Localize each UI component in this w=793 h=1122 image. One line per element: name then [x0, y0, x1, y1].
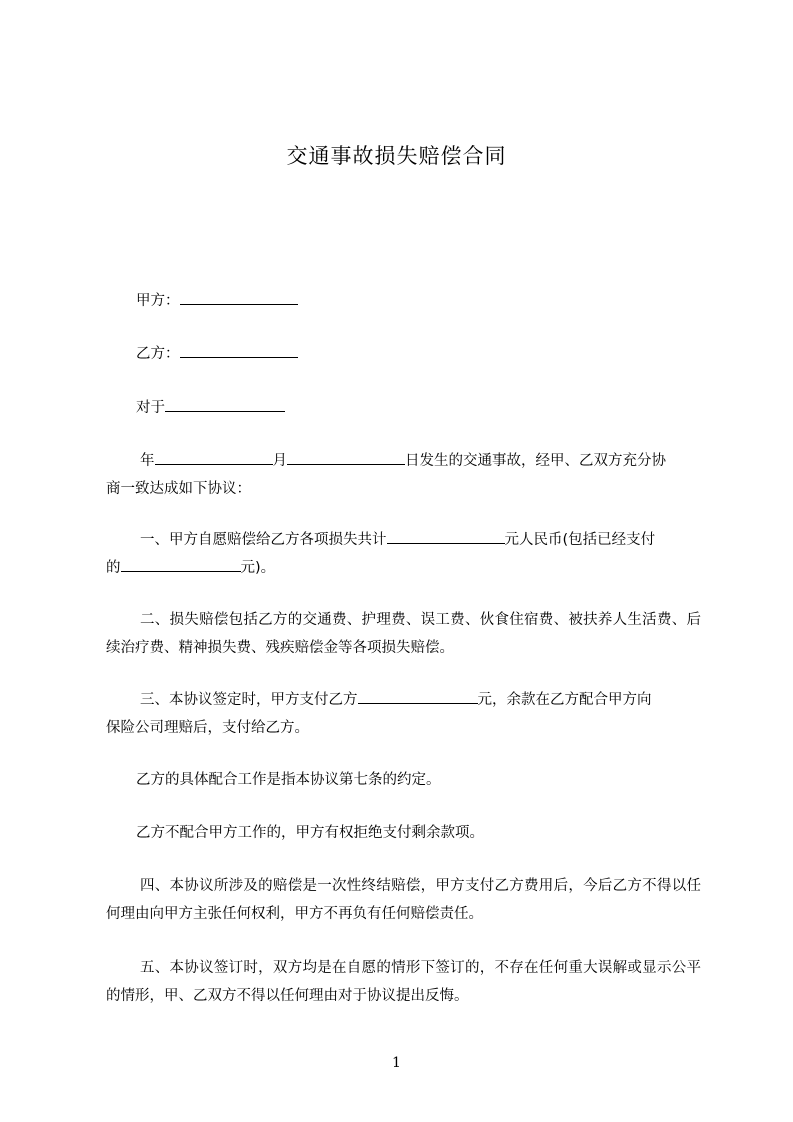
- initial-payment-blank: [358, 689, 478, 704]
- intro-line: [106, 447, 740, 475]
- regarding-blank: [165, 397, 285, 412]
- party-a-blank: [180, 290, 298, 305]
- party-a-label: 甲方：: [136, 293, 180, 309]
- document-title: 交通事故损失赔偿合同: [286, 144, 507, 168]
- date-year-label: 年: [140, 453, 155, 469]
- clause-3-text-b: 元，余款在乙方配合甲方向: [477, 692, 652, 708]
- page-number: 1: [392, 1055, 401, 1071]
- clause-1-text-b: 元人民币(包括已经支付: [504, 532, 656, 548]
- clause-3-text-a: 三、本协议签定时，甲方支付乙方: [140, 692, 358, 708]
- clause-4: 四、本协议所涉及的赔偿是一次性终结赔偿，甲方支付乙方费用后，今后乙方不得以任何理由向甲方主张任何权利，甲方不再负有任何赔偿责任。: [106, 878, 701, 922]
- clause-3-line: [106, 686, 740, 714]
- party-b-label: 乙方：: [136, 346, 180, 362]
- note-cooperation: 乙方的具体配合工作是指本协议第七条的约定。: [136, 772, 441, 788]
- regarding-line: [106, 394, 736, 422]
- date-month-label: 月: [272, 453, 287, 469]
- party-b-line: [106, 340, 736, 368]
- month-blank: [155, 450, 273, 465]
- clause-1-line-2: [106, 554, 706, 582]
- clause-1-line: [106, 526, 740, 554]
- note-refusal: 乙方不配合甲方工作的，甲方有权拒绝支付剩余款项。: [136, 825, 484, 841]
- clause-1-text-a: 一、甲方自愿赔偿给乙方各项损失共计: [140, 532, 387, 548]
- date-tail-text: 日发生的交通事故，经甲、乙双方充分协: [405, 453, 666, 469]
- clause-5: 五、本协议签订时，双方均是在自愿的情形下签订的，不存在任何重大误解或显示公平的情形，甲、乙双方不得以任何理由对于协议提出反悔。: [106, 960, 701, 1004]
- clause-1-text-d: 元)。: [240, 560, 276, 576]
- party-b-blank: [180, 343, 298, 358]
- intro-line-2: 商一致达成如下协议：: [106, 481, 251, 497]
- party-a-line: [106, 287, 736, 315]
- compensation-total-blank: [387, 529, 505, 544]
- clause-2: 二、损失赔偿包括乙方的交通费、护理费、误工费、伙食住宿费、被扶养人生活费、后续治疗费、精神损失费、残疾赔偿金等各项损失赔偿。: [106, 612, 701, 656]
- paid-amount-blank: [121, 557, 241, 572]
- regarding-label: 对于: [136, 400, 165, 416]
- clause-1-text-c: 的: [106, 560, 121, 576]
- clause-3-line-2: 保险公司理赔后，支付给乙方。: [106, 720, 309, 736]
- day-blank: [287, 450, 405, 465]
